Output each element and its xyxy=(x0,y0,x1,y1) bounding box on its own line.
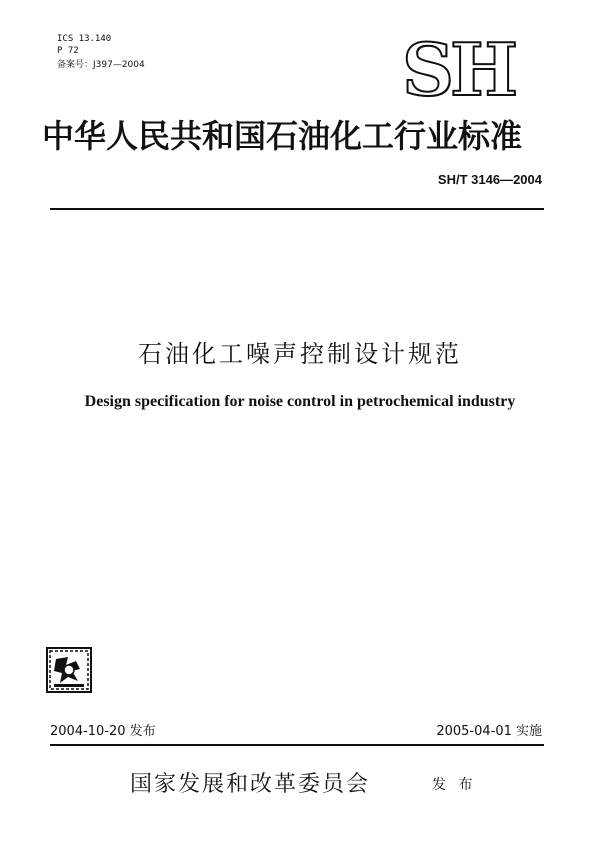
publisher-name: 国家发展和改革委员会 xyxy=(130,772,371,797)
record-number: 备案号：J397—2004 xyxy=(57,60,145,70)
bottom-divider xyxy=(50,744,544,746)
issue-date: 2004-10-20 发布 xyxy=(50,724,156,739)
standard-number: SH/T 3146—2004 xyxy=(437,172,542,187)
standard-category-title: 中华人民共和国石油化工行业标准 xyxy=(42,117,523,155)
top-divider xyxy=(50,208,544,210)
publisher-emblem-icon xyxy=(46,647,92,693)
document-title-chinese: 石油化工噪声控制设计规范 xyxy=(138,340,462,368)
ccs-code: P 72 xyxy=(57,46,79,56)
effective-date: 2005-04-01 实施 xyxy=(436,724,542,739)
ics-code: ICS 13.140 xyxy=(57,34,112,44)
sh-logo: SH xyxy=(402,27,515,112)
publish-label: 发 布 xyxy=(432,777,477,793)
document-title-english: Design specification for noise control in petrochemical industry xyxy=(84,393,516,410)
